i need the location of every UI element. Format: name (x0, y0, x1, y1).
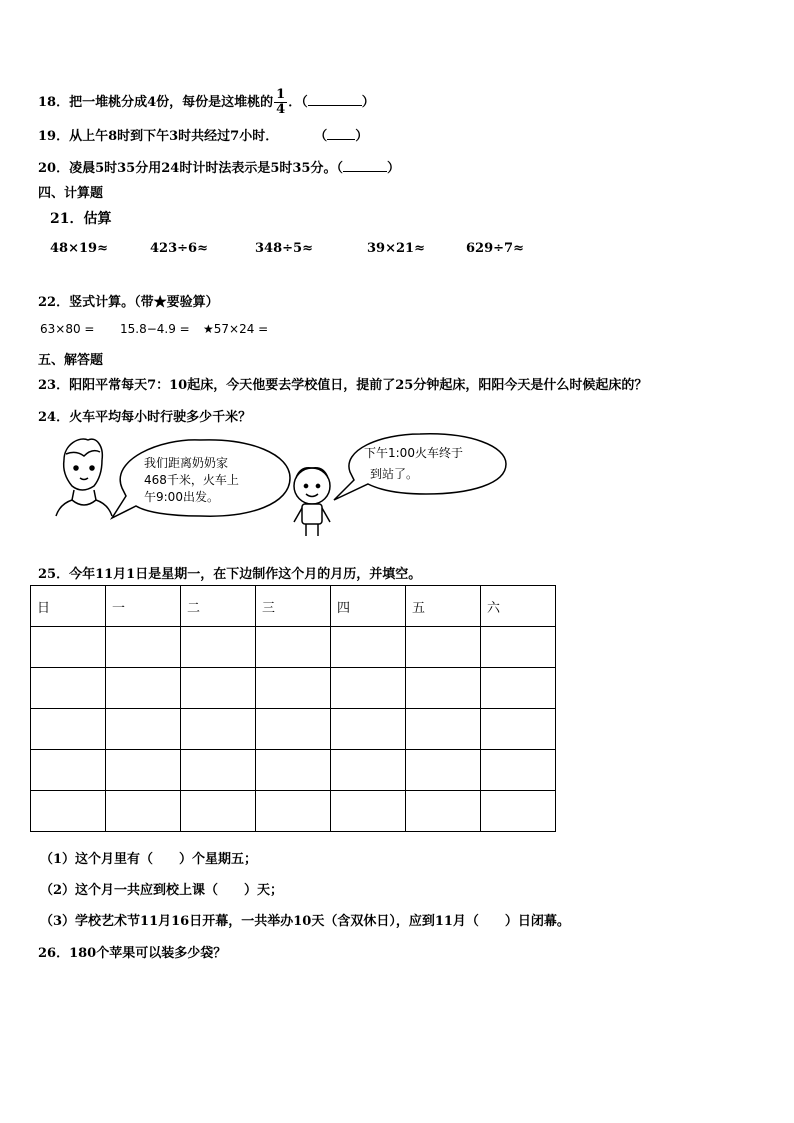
bubble-right-line-1: 下午1:00火车终于 (364, 446, 463, 460)
calendar-header-row (31, 586, 556, 627)
bubble-right-line-2: 到站了。 (370, 467, 419, 481)
calendar-cell[interactable] (331, 709, 406, 750)
calendar-cell[interactable] (481, 750, 556, 791)
calendar-cell[interactable] (181, 668, 256, 709)
calendar-cell[interactable] (406, 668, 481, 709)
estimate-item: 48×19≈ (50, 241, 108, 256)
weekday-header: 三 (256, 586, 331, 627)
question-19-text: 19．从上午8时到下午3时共经过7小时． (38, 129, 279, 144)
question-26: 26．180个苹果可以装多少袋？ (38, 946, 227, 961)
calendar-cell[interactable] (331, 627, 406, 668)
bubble-left-line-3: 午9:00出发。 (144, 490, 219, 504)
man-icon (56, 439, 112, 516)
question-18 (38, 88, 375, 117)
question-22-title: 22．竖式计算。（带★要验算） (38, 295, 219, 310)
calendar-week-row (31, 750, 556, 791)
calendar-cell[interactable] (31, 668, 106, 709)
calendar-cell[interactable] (481, 709, 556, 750)
calendar-cell[interactable] (256, 709, 331, 750)
estimate-item: 348÷5≈ (255, 241, 313, 256)
weekday-header: 五 (406, 586, 481, 627)
calendar-cell[interactable] (181, 791, 256, 832)
calendar-cell[interactable] (481, 791, 556, 832)
estimate-item: 39×21≈ (367, 241, 425, 256)
calendar-week-row (31, 627, 556, 668)
calendar-week-row (31, 668, 556, 709)
boy-icon (294, 468, 330, 536)
fraction-denominator: 4 (276, 102, 286, 117)
weekday-header: 四 (331, 586, 406, 627)
calendar-cell[interactable] (181, 709, 256, 750)
calendar-cell[interactable] (256, 791, 331, 832)
calendar-cell[interactable] (406, 750, 481, 791)
calendar-cell[interactable] (106, 750, 181, 791)
section-heading-calc: 四、计算题 (38, 186, 104, 201)
question-20 (38, 157, 400, 176)
calendar-cell[interactable] (256, 668, 331, 709)
calendar-cell[interactable] (181, 750, 256, 791)
vertical-calc-item: ★57×24 = (203, 322, 269, 336)
answer-blank[interactable] (308, 93, 362, 106)
question-25-sub-2: （2）这个月一共应到校上课（ ）天； (40, 883, 284, 898)
calendar-week-row (31, 791, 556, 832)
calendar-cell[interactable] (406, 627, 481, 668)
calendar-cell[interactable] (31, 750, 106, 791)
calendar-cell[interactable] (106, 791, 181, 832)
calendar-cell[interactable] (406, 791, 481, 832)
calendar-cell[interactable] (106, 709, 181, 750)
calendar-cell[interactable] (106, 627, 181, 668)
calendar-cell[interactable] (106, 668, 181, 709)
paren-open: （ (314, 129, 328, 144)
question-25-sub-3: （3）学校艺术节11月16日开幕，一共举办10天（含双休日），应到11月（ ）日闭幕。 (40, 914, 570, 929)
calendar-cell[interactable] (31, 709, 106, 750)
paren-close: ） (355, 129, 369, 144)
bubble-left-line-1: 我们距离奶奶家 (144, 456, 229, 470)
calendar-table (30, 585, 556, 832)
speech-bubble-left (112, 440, 290, 518)
question-25-sub-1: （1）这个月里有（ ）个星期五； (40, 852, 258, 867)
fraction (274, 88, 287, 117)
calendar-cell[interactable] (331, 750, 406, 791)
speech-bubble-right (334, 434, 506, 500)
question-18-text: 18．把一堆桃分成4份，每份是这堆桃的 (38, 95, 274, 110)
weekday-header: 日 (31, 586, 106, 627)
paren-close: ） (386, 161, 400, 176)
calendar-cell[interactable] (31, 627, 106, 668)
weekday-header: 六 (481, 586, 556, 627)
vertical-calc-item: 63×80 = (40, 322, 95, 336)
calendar-week-row (31, 709, 556, 750)
bubble-left-line-2: 468千米，火车上 (144, 473, 239, 487)
question-18-end: ） (361, 95, 375, 110)
question-21-title: 21．估算 (50, 211, 112, 227)
calendar-cell[interactable] (331, 791, 406, 832)
question-20-text: 20．凌晨5时35分用24时计时法表示是5时35分。（ (38, 161, 343, 176)
question-23: 23．阳阳平常每天7：10起床，今天他要去学校值日，提前了25分钟起床，阳阳今天是什么时候起床的？ (38, 378, 648, 393)
weekday-header: 二 (181, 586, 256, 627)
answer-blank[interactable] (327, 127, 355, 140)
calendar-cell[interactable] (481, 627, 556, 668)
calendar-cell[interactable] (181, 627, 256, 668)
estimate-item: 629÷7≈ (466, 241, 524, 256)
calendar-cell[interactable] (31, 791, 106, 832)
question-18-tail: ．（ (288, 95, 308, 110)
calendar-cell[interactable] (256, 627, 331, 668)
fraction-numerator: 1 (276, 87, 286, 102)
calendar-cell[interactable] (481, 668, 556, 709)
calendar-cell[interactable] (331, 668, 406, 709)
question-19 (38, 125, 368, 144)
question-25-title: 25．今年11月1日是星期一，在下边制作这个月的月历，并填空。 (38, 567, 422, 582)
estimate-item: 423÷6≈ (150, 241, 208, 256)
weekday-header: 一 (106, 586, 181, 627)
calendar-cell[interactable] (256, 750, 331, 791)
answer-blank[interactable] (343, 159, 387, 172)
q24-illustration (50, 430, 520, 540)
calendar-cell[interactable] (406, 709, 481, 750)
section-heading-answers: 五、解答题 (38, 353, 104, 368)
vertical-calc-item: 15.8−4.9 = (120, 322, 190, 336)
question-24-title: 24．火车平均每小时行驶多少千米？ (38, 410, 252, 425)
